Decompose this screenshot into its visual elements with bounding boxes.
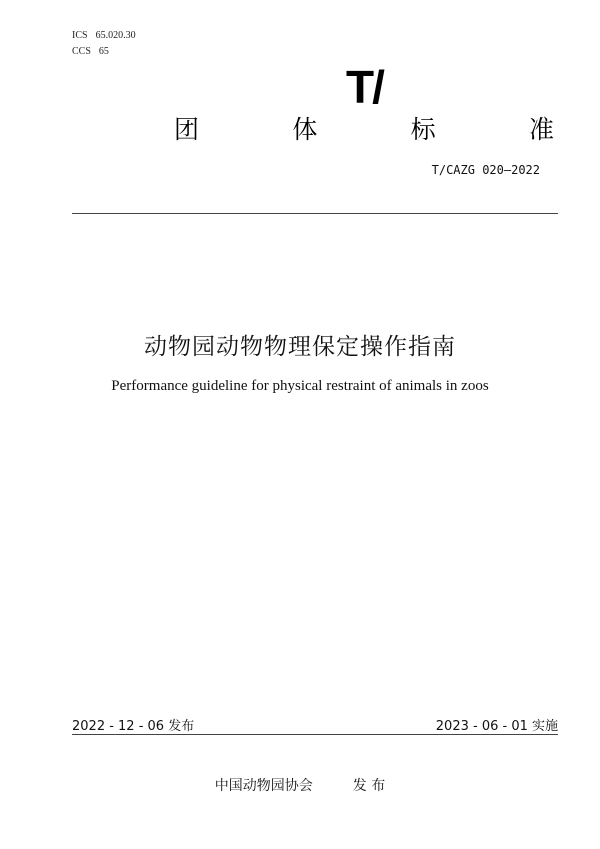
ccs-line [72,46,117,57]
ccs-label: CCS [72,46,91,57]
issuer-line [0,775,600,795]
standard-type [174,114,554,146]
footer-divider [72,734,558,735]
ics-value: 65.020.30 [95,30,136,41]
header-divider [72,213,558,214]
ics-label: ICS [72,30,88,41]
implementation-date: 2023 - 06 - 01 实施 [435,719,558,734]
issuer-organization: 中国动物园协会 [214,778,313,794]
document-title-english: Performance guideline for physical restraint of animals in zoos [111,378,489,394]
standard-code: T/CAZG 020—2022 [431,163,540,177]
standard-type-char: 标 [410,115,436,144]
standard-type-char: 准 [528,115,554,144]
ics-line [72,30,144,41]
issuer-action: 发 布 [352,778,386,794]
standard-type-char: 体 [292,115,318,144]
ccs-value: 65 [98,46,109,57]
standard-type-char: 团 [174,115,200,144]
document-title-chinese: 动物园动物物理保定操作指南 [144,334,456,360]
standard-logo: T/ [346,61,383,113]
issue-date: 2022 - 12 - 06 发布 [72,719,195,734]
